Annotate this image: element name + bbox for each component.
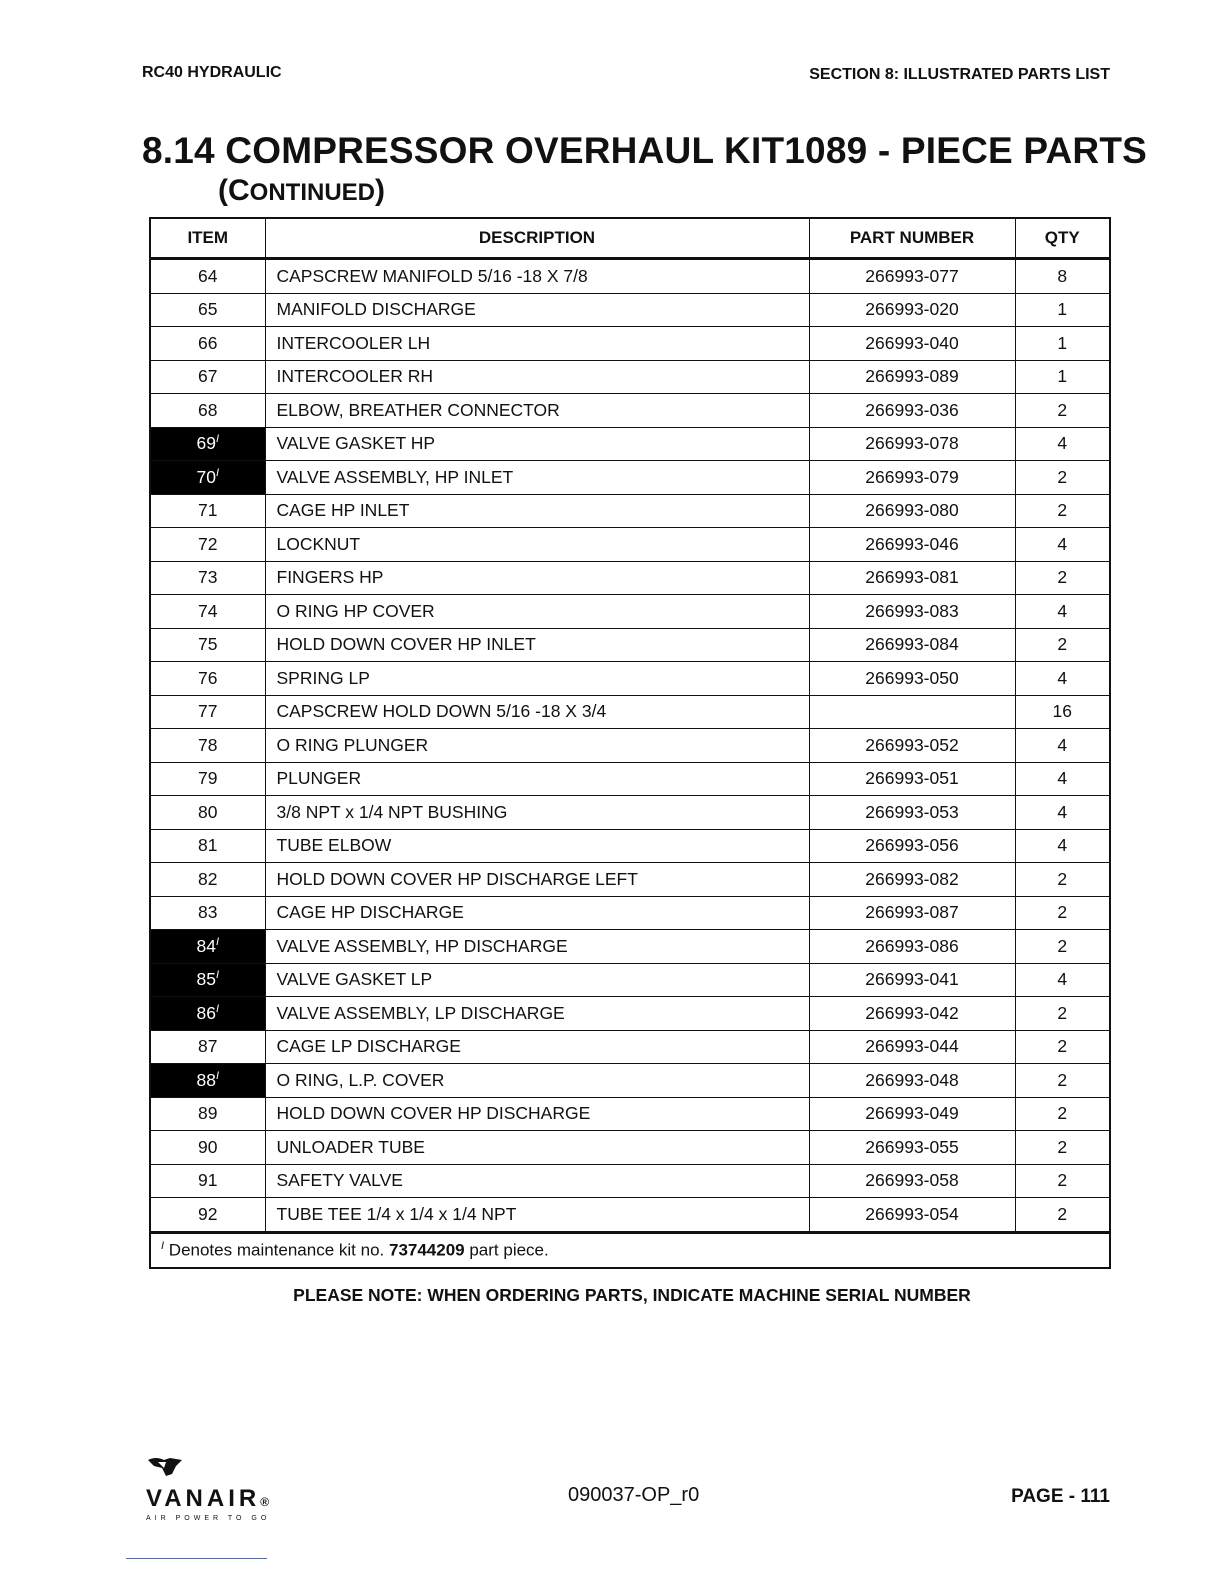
- kit-note-number: 73744209: [388, 1240, 465, 1260]
- cell-part-number: 266993-082: [809, 863, 1015, 897]
- cell-qty: 2: [1015, 394, 1110, 428]
- table-row: [150, 1064, 1110, 1098]
- cell-item: [150, 1030, 265, 1064]
- page-number: PAGE - 111: [1011, 1486, 1110, 1507]
- cell-qty: 4: [1015, 427, 1110, 461]
- cell-qty: 2: [1015, 1030, 1110, 1064]
- cell-qty: 1: [1015, 327, 1110, 361]
- vanair-emblem-icon: [146, 1456, 186, 1478]
- cell-item: [150, 1198, 265, 1233]
- cell-item: [150, 829, 265, 863]
- cell-qty: 4: [1015, 796, 1110, 830]
- cell-item: [150, 461, 265, 495]
- item-number: 89: [198, 1103, 218, 1124]
- cell-part-number: 266993-078: [809, 427, 1015, 461]
- cell-description: HOLD DOWN COVER HP INLET: [265, 628, 809, 662]
- cell-description: CAGE HP DISCHARGE: [265, 896, 809, 930]
- cell-qty: 2: [1015, 896, 1110, 930]
- item-number: 72: [198, 533, 218, 554]
- cell-item: [150, 494, 265, 528]
- item-number: 79: [198, 768, 218, 789]
- cell-item: [150, 762, 265, 796]
- kit-note-row: [150, 1232, 1110, 1268]
- page-title: 8.14 COMPRESSOR OVERHAUL KIT1089 - PIECE PARTS: [142, 130, 1148, 171]
- cell-part-number: 266993-086: [809, 930, 1015, 964]
- item-number: 87: [198, 1036, 218, 1057]
- subtitle-rest: ONTINUED: [249, 179, 376, 206]
- kit-marker: I: [215, 969, 220, 982]
- table-row: [150, 1198, 1110, 1233]
- kit-marker: I: [215, 1002, 220, 1015]
- cell-qty: 16: [1015, 695, 1110, 729]
- cell-description: O RING PLUNGER: [265, 729, 809, 763]
- cell-part-number: 266993-087: [809, 896, 1015, 930]
- item-number: 64: [198, 265, 218, 286]
- cell-part-number: 266993-079: [809, 461, 1015, 495]
- table-row: [150, 1131, 1110, 1165]
- cell-qty: 2: [1015, 1198, 1110, 1233]
- cell-item: [150, 796, 265, 830]
- table-row: [150, 829, 1110, 863]
- subtitle-initial: C: [228, 174, 250, 207]
- cell-part-number: 266993-046: [809, 528, 1015, 562]
- cell-part-number: 266993-049: [809, 1097, 1015, 1131]
- table-row: [150, 662, 1110, 696]
- ordering-note: PLEASE NOTE: WHEN ORDERING PARTS, INDICATE MACHINE SERIAL NUMBER: [293, 1285, 971, 1305]
- item-number: 71: [198, 500, 218, 521]
- cell-qty: 4: [1015, 729, 1110, 763]
- cell-part-number: [809, 695, 1015, 729]
- cell-part-number: 266993-084: [809, 628, 1015, 662]
- cell-description: LOCKNUT: [265, 528, 809, 562]
- cell-description: O RING, L.P. COVER: [265, 1064, 809, 1098]
- table-row: [150, 293, 1110, 327]
- col-header-part-number: PART NUMBER: [809, 218, 1015, 259]
- item-number: 80: [198, 801, 218, 822]
- table-row: [150, 561, 1110, 595]
- cell-description: MANIFOLD DISCHARGE: [265, 293, 809, 327]
- cell-part-number: 266993-089: [809, 360, 1015, 394]
- page-subtitle: [218, 174, 385, 208]
- cell-description: SAFETY VALVE: [265, 1164, 809, 1198]
- cell-item: [150, 930, 265, 964]
- cell-part-number: 266993-058: [809, 1164, 1015, 1198]
- cell-qty: 4: [1015, 528, 1110, 562]
- kit-note: [150, 1232, 1110, 1268]
- cell-item: [150, 1097, 265, 1131]
- table-row: [150, 327, 1110, 361]
- cell-qty: 4: [1015, 829, 1110, 863]
- cell-description: VALVE GASKET LP: [265, 963, 809, 997]
- item-number: 83: [198, 902, 218, 923]
- item-number: 78: [198, 734, 218, 755]
- cell-qty: 4: [1015, 595, 1110, 629]
- item-number: 75: [198, 634, 218, 655]
- cell-item: [150, 394, 265, 428]
- item-number: 88: [196, 1069, 216, 1090]
- cell-qty: 4: [1015, 762, 1110, 796]
- parts-table-body: [150, 259, 1110, 1233]
- cell-item: [150, 1064, 265, 1098]
- table-row: [150, 896, 1110, 930]
- cell-description: HOLD DOWN COVER HP DISCHARGE: [265, 1097, 809, 1131]
- table-row: [150, 963, 1110, 997]
- table-row: [150, 394, 1110, 428]
- kit-marker: I: [215, 466, 220, 479]
- cell-qty: 2: [1015, 628, 1110, 662]
- link-underline: [126, 1558, 267, 1559]
- item-number: 73: [198, 567, 218, 588]
- item-number: 90: [198, 1136, 218, 1157]
- cell-qty: 2: [1015, 494, 1110, 528]
- cell-part-number: 266993-055: [809, 1131, 1015, 1165]
- cell-qty: 2: [1015, 561, 1110, 595]
- cell-qty: 2: [1015, 1097, 1110, 1131]
- table-row: [150, 997, 1110, 1031]
- col-header-qty: QTY: [1015, 218, 1110, 259]
- cell-part-number: 266993-052: [809, 729, 1015, 763]
- col-header-description: DESCRIPTION: [265, 218, 809, 259]
- cell-description: O RING HP COVER: [265, 595, 809, 629]
- cell-qty: 1: [1015, 360, 1110, 394]
- logo-word: VANAIR: [146, 1485, 261, 1512]
- cell-description: CAPSCREW MANIFOLD 5/16 -18 X 7/8: [265, 259, 809, 294]
- table-row: [150, 628, 1110, 662]
- cell-part-number: 266993-041: [809, 963, 1015, 997]
- logo-wordmark: [146, 1485, 306, 1513]
- subtitle-close: ): [375, 174, 386, 207]
- kit-note-prefix: Denotes maintenance kit no.: [164, 1240, 389, 1260]
- kit-marker: I: [215, 1069, 220, 1082]
- cell-item: [150, 662, 265, 696]
- vanair-logo: [146, 1456, 306, 1522]
- cell-description: VALVE GASKET HP: [265, 427, 809, 461]
- cell-item: [150, 327, 265, 361]
- cell-description: HOLD DOWN COVER HP DISCHARGE LEFT: [265, 863, 809, 897]
- cell-description: VALVE ASSEMBLY, HP DISCHARGE: [265, 930, 809, 964]
- item-number: 69: [196, 433, 216, 454]
- kit-marker: I: [215, 433, 220, 446]
- cell-part-number: 266993-044: [809, 1030, 1015, 1064]
- cell-part-number: 266993-020: [809, 293, 1015, 327]
- cell-description: CAGE HP INLET: [265, 494, 809, 528]
- cell-part-number: 266993-081: [809, 561, 1015, 595]
- table-row: [150, 1164, 1110, 1198]
- cell-qty: 2: [1015, 1164, 1110, 1198]
- item-number: 82: [198, 868, 218, 889]
- cell-item: [150, 1131, 265, 1165]
- subtitle-open: (: [218, 174, 228, 207]
- cell-item: [150, 427, 265, 461]
- item-number: 68: [198, 399, 218, 420]
- cell-description: VALVE ASSEMBLY, LP DISCHARGE: [265, 997, 809, 1031]
- table-row: [150, 528, 1110, 562]
- table-row: [150, 360, 1110, 394]
- item-number: 65: [198, 299, 218, 320]
- cell-qty: 2: [1015, 930, 1110, 964]
- table-row: [150, 494, 1110, 528]
- cell-description: PLUNGER: [265, 762, 809, 796]
- cell-part-number: 266993-054: [809, 1198, 1015, 1233]
- table-row: [150, 695, 1110, 729]
- cell-description: FINGERS HP: [265, 561, 809, 595]
- table-row: [150, 762, 1110, 796]
- cell-description: UNLOADER TUBE: [265, 1131, 809, 1165]
- cell-description: CAGE LP DISCHARGE: [265, 1030, 809, 1064]
- cell-part-number: 266993-050: [809, 662, 1015, 696]
- cell-item: [150, 628, 265, 662]
- cell-part-number: 266993-083: [809, 595, 1015, 629]
- cell-qty: 2: [1015, 461, 1110, 495]
- item-number: 66: [198, 332, 218, 353]
- item-number: 67: [198, 366, 218, 387]
- cell-description: INTERCOOLER LH: [265, 327, 809, 361]
- table-row: [150, 863, 1110, 897]
- cell-item: [150, 1164, 265, 1198]
- cell-item: [150, 259, 265, 294]
- cell-qty: 4: [1015, 662, 1110, 696]
- cell-description: 3/8 NPT x 1/4 NPT BUSHING: [265, 796, 809, 830]
- cell-item: [150, 997, 265, 1031]
- item-number: 76: [198, 667, 218, 688]
- kit-marker: I: [215, 935, 220, 948]
- kit-note-marker: I: [161, 1239, 165, 1252]
- table-header-row: [150, 218, 1110, 259]
- cell-qty: 8: [1015, 259, 1110, 294]
- table-row: [150, 1097, 1110, 1131]
- cell-description: CAPSCREW HOLD DOWN 5/16 -18 X 3/4: [265, 695, 809, 729]
- table-row: [150, 1030, 1110, 1064]
- cell-qty: 2: [1015, 863, 1110, 897]
- cell-part-number: 266993-042: [809, 997, 1015, 1031]
- cell-item: [150, 863, 265, 897]
- col-header-item: ITEM: [150, 218, 265, 259]
- cell-part-number: 266993-080: [809, 494, 1015, 528]
- cell-qty: 4: [1015, 963, 1110, 997]
- cell-part-number: 266993-048: [809, 1064, 1015, 1098]
- cell-description: TUBE ELBOW: [265, 829, 809, 863]
- header-section: SECTION 8: ILLUSTRATED PARTS LIST: [809, 66, 1110, 83]
- cell-description: TUBE TEE 1/4 x 1/4 x 1/4 NPT: [265, 1198, 809, 1233]
- cell-part-number: 266993-040: [809, 327, 1015, 361]
- document-number: 090037-OP_r0: [568, 1484, 700, 1506]
- kit-note-suffix: part piece.: [464, 1240, 549, 1260]
- item-number: 77: [198, 701, 218, 722]
- logo-tagline: AIR POWER TO GO: [146, 1515, 271, 1522]
- item-number: 92: [198, 1203, 218, 1224]
- cell-part-number: 266993-077: [809, 259, 1015, 294]
- item-number: 70: [196, 466, 216, 487]
- cell-part-number: 266993-053: [809, 796, 1015, 830]
- table-row: [150, 930, 1110, 964]
- cell-part-number: 266993-036: [809, 394, 1015, 428]
- cell-qty: 2: [1015, 1064, 1110, 1098]
- cell-item: [150, 528, 265, 562]
- table-row: [150, 796, 1110, 830]
- item-number: 91: [198, 1170, 218, 1191]
- item-number: 81: [198, 835, 218, 856]
- table-row: [150, 427, 1110, 461]
- logo-registered: ®: [260, 1495, 274, 1509]
- cell-part-number: 266993-056: [809, 829, 1015, 863]
- cell-part-number: 266993-051: [809, 762, 1015, 796]
- cell-item: [150, 561, 265, 595]
- cell-item: [150, 595, 265, 629]
- table-row: [150, 729, 1110, 763]
- item-number: 85: [196, 969, 216, 990]
- cell-description: INTERCOOLER RH: [265, 360, 809, 394]
- cell-item: [150, 293, 265, 327]
- table-row: [150, 461, 1110, 495]
- header-model: RC40 HYDRAULIC: [142, 64, 282, 81]
- table-row: [150, 259, 1110, 294]
- cell-description: ELBOW, BREATHER CONNECTOR: [265, 394, 809, 428]
- cell-item: [150, 729, 265, 763]
- item-number: 84: [196, 935, 216, 956]
- cell-qty: 2: [1015, 1131, 1110, 1165]
- cell-qty: 1: [1015, 293, 1110, 327]
- cell-qty: 2: [1015, 997, 1110, 1031]
- item-number: 74: [198, 600, 218, 621]
- cell-description: VALVE ASSEMBLY, HP INLET: [265, 461, 809, 495]
- cell-item: [150, 360, 265, 394]
- item-number: 86: [196, 1002, 216, 1023]
- cell-item: [150, 896, 265, 930]
- cell-item: [150, 695, 265, 729]
- parts-table: [149, 217, 1111, 1269]
- cell-item: [150, 963, 265, 997]
- table-row: [150, 595, 1110, 629]
- cell-description: SPRING LP: [265, 662, 809, 696]
